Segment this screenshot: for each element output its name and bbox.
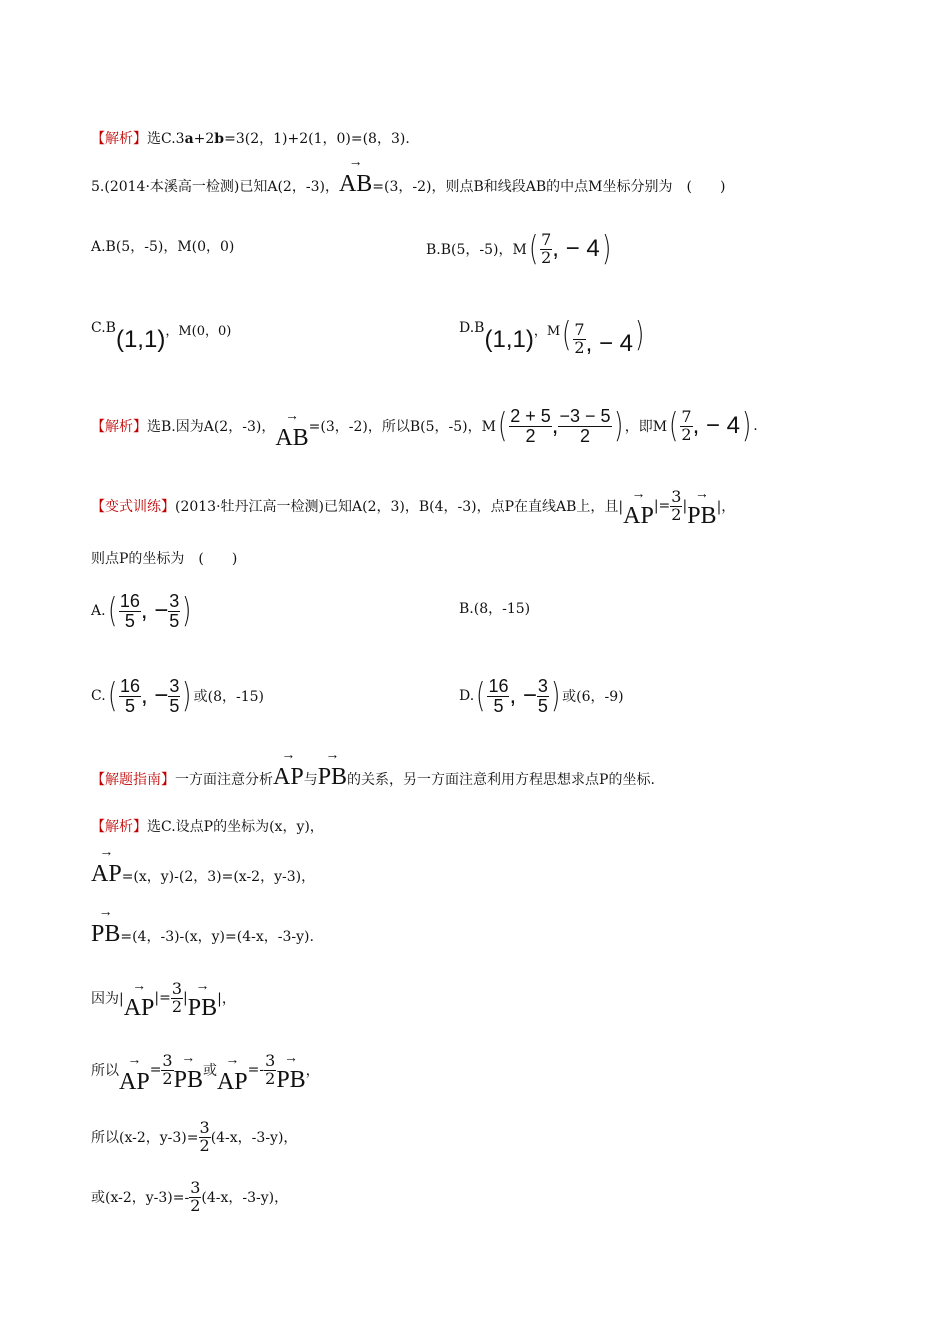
- solution-pb: → PB=(4，-3)-(x，y)=(4-x，-3-y).: [91, 922, 314, 946]
- solution-so: 所以 → AP = $\frac{3}{2}$ → PB 或 → AP =- $\frac{3}{2}$ → PB ，: [91, 1046, 320, 1094]
- analysis-tag: 【解析】: [91, 131, 147, 147]
- option-b: B.B(5，-5)，M ( $\frac{7}{2}$ , − 4 ): [426, 229, 611, 270]
- solution-intro: 【解析】选C.设点P的坐标为(x，y)，: [91, 819, 324, 835]
- analysis-line-1: 【解析】选C.3a+2b=3(2，1)+2(1，0)=(8，3).: [91, 131, 410, 147]
- variant-training: 【变式训练】 (2013·牡丹江高一检测)已知A(2，3)，B(4，-3)，点P在直线AB上，且| → AP |= $\frac{3}{2}$ | → PB |，: [91, 484, 735, 528]
- variant-question: 则点P的坐标为 ( ): [91, 551, 238, 567]
- variant-option-a: A. ( $\frac{16}{5}$ , − $\frac{3}{5}$ ): [91, 591, 192, 632]
- solution-ap: → AP=(x，y)-(2，3)=(x-2，y-3)，: [91, 862, 315, 886]
- solution-eq2: 或(x-2，y-3)=- $\frac{3}{2}$ (4-x，-3-y)，: [91, 1178, 289, 1215]
- option-a: A.B(5，-5)，M(0，0): [91, 239, 235, 255]
- analysis-5: 【解析】 选B.因为A(2，-3)， → AB =(3，-2)，所以B(5，-5)，M ( $\frac{2 + 5}{2}$ , $\frac{-3 - 5}{2}$ ) ，即M ( $\frac{7}{2}$ , − 4 ) .: [91, 402, 758, 450]
- question-5: 5.(2014·本溪高一检测)已知A(2，-3)，→ AB=(3，-2)，则点B和线段AB的中点M坐标分别为 ( ): [91, 172, 725, 196]
- option-c: C.B (1,1) ，M(0，0): [91, 320, 232, 353]
- vector-ab: → AB: [339, 172, 372, 196]
- option-d: D.B (1,1) ，M ( $\frac{7}{2}$ , − 4 ): [459, 315, 645, 357]
- solving-guide: 【解题指南】一方面注意分析→ AP与→ PB的关系，另一方面注意利用方程思想求点P的坐标.: [91, 765, 655, 789]
- variant-option-b: B.(8，-15): [459, 601, 531, 617]
- variant-option-c: C. ( $\frac{16}{5}$ , − $\frac{3}{5}$ ) 或(8，-15): [91, 676, 264, 717]
- variant-option-d: D. ( $\frac{16}{5}$ , − $\frac{3}{5}$ ) 或(6，-9): [459, 676, 624, 717]
- solution-because: 因为| → AP |= $\frac{3}{2}$ | → PB |，: [91, 976, 236, 1020]
- solution-eq1: 所以(x-2，y-3)= $\frac{3}{2}$ (4-x，-3-y)，: [91, 1118, 298, 1155]
